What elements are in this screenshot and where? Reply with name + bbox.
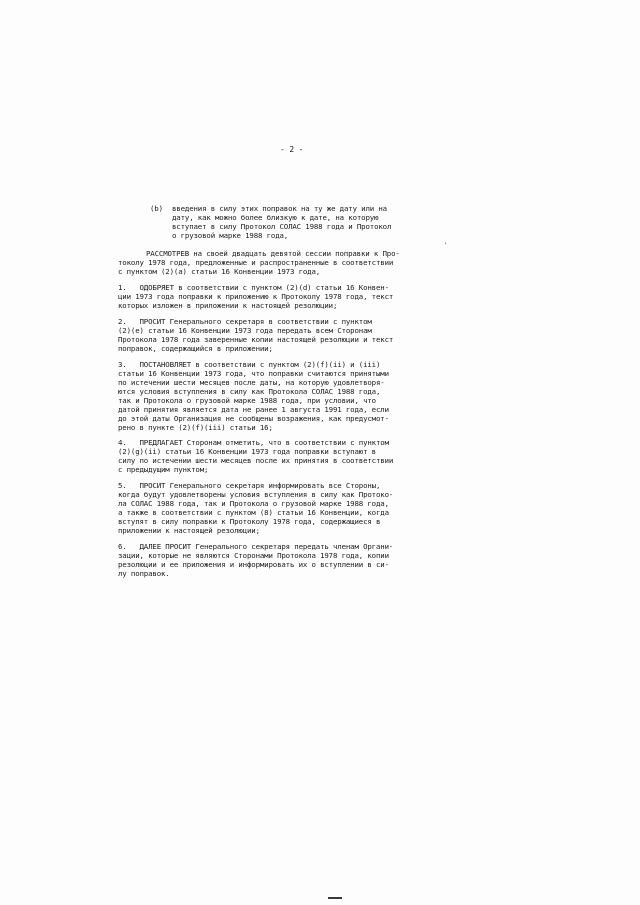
text-line: (2)(е) статьи 16 Конвенции 1973 года передать всем Сторонам [118, 326, 372, 335]
scan-artifact [328, 897, 342, 899]
text-line: 2. ПРОСИТ Генерального секретаря в соответствии с пунктом [118, 317, 372, 326]
text-line: датой принятия является дата не ранее 1 августа 1991 года, если [118, 405, 389, 414]
text-line: 1. ОДОБРЯЕТ в соответствии с пунктом (2)(d) статьи 16 Конвен- [118, 283, 389, 292]
text-line: вступят в силу поправки к Протоколу 1978 года, содержащиеся в [118, 517, 381, 526]
text-line: по истечении шести месяцев после даты, на которую удовлетворя- [118, 378, 385, 387]
text-line: с пунктом (2)(а) статьи 16 Конвенции 1973 года, [118, 267, 321, 276]
text-line: вступает в силу Протокол СОЛАС 1988 года и Протокол [172, 222, 392, 231]
text-line: ются условия вступления в силу как Протокола СОЛАС 1988 года, [118, 387, 381, 396]
text-line: введения в силу этих поправок на ту же дату или на [172, 204, 387, 213]
text-line: РАССМОТРЕВ на своей двадцать девятой сессии поправки к Про- [146, 249, 400, 258]
text-line: о грузовой марке 1988 года, [172, 231, 289, 240]
text-line: рено в пункте (2)(f)(iii) статьи 16; [118, 423, 273, 432]
text-line: когда будут удовлетворены условия вступления в силу как Протоко- [118, 490, 394, 499]
text-line: Протокола 1978 года заверенные копии настоящей резолюции и текст [118, 335, 394, 344]
text-line: 4. ПРЕДЛАГАЕТ Сторонам отметить, что в соответствии с пунктом [118, 438, 389, 447]
text-line: до этой даты Организация не сообщены возражения, как предусмот- [118, 414, 389, 423]
text-line: поправок, содержащийся в приложении; [118, 344, 273, 353]
text-line: так и Протокола о грузовой марке 1988 года, при условии, что [118, 396, 376, 405]
text-line: которых изложен в приложении к настоящей резолюции; [118, 301, 338, 310]
text-line: лу поправок. [118, 569, 170, 578]
text-line: токолу 1978 года, предложенные и распространенные в соответствии [118, 258, 394, 267]
text-line: ции 1973 года поправки к приложению к Протоколу 1978 года, текст [118, 292, 394, 301]
page-number: - 2 - [280, 145, 304, 154]
text-line: статьи 16 Конвенции 1973 года, что поправки считаются принятыми [118, 369, 389, 378]
text-line: дату, как можно более близкую к дате, на которую [172, 213, 379, 222]
margin-mark: ' [444, 242, 448, 249]
text-line: 6. ДАЛЕЕ ПРОСИТ Генерального секретаря передать членам Органи- [118, 542, 394, 551]
text-line: зации, которые не являются Сторонами Протокола 1978 года, копии [118, 551, 389, 560]
text-line: приложении к настоящей резолюции; [118, 526, 260, 535]
item-b-marker: (b) [150, 204, 163, 213]
text-line: ла СОЛАС 1988 года, так и Протокола о грузовой марке 1988 года, [118, 499, 389, 508]
text-line: (2)(g)(ii) статьи 16 Конвенции 1973 года поправки вступают в [118, 447, 376, 456]
text-line: резолюции и ее приложения и информировать их о вступлении в си- [118, 560, 389, 569]
text-line: 5. ПРОСИТ Генерального секретаря информировать все Стороны, [118, 481, 381, 490]
text-line: а также в соответствии с пунктом (8) статьи 16 Конвенции, когда [118, 508, 389, 517]
text-line: силу по истечении шести месяцев после их принятия в соответствии [118, 456, 394, 465]
text-line: с предыдущим пунктом; [118, 465, 209, 474]
text-line: 3. ПОСТАНОВЛЯЕТ в соответствии с пунктом (2)(f)(ii) и (iii) [118, 360, 381, 369]
